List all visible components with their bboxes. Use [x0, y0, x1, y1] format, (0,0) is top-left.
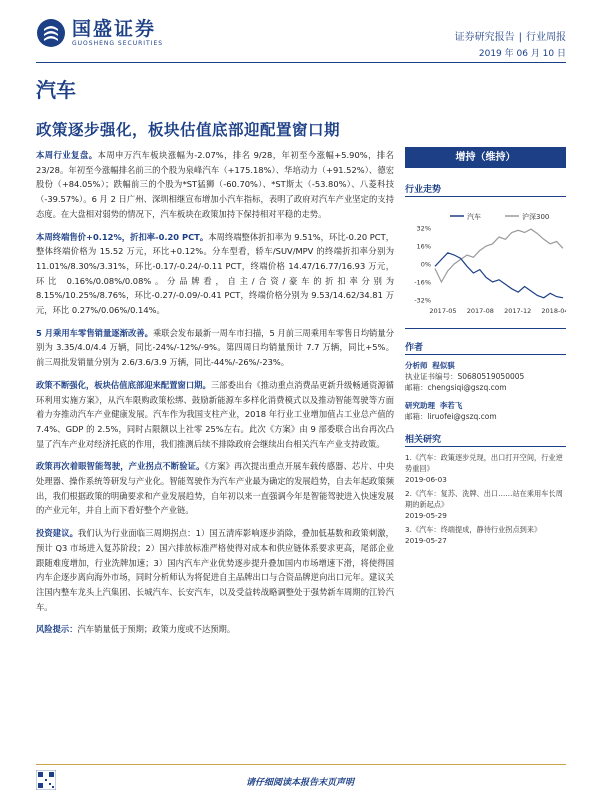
paragraph-weekly-review: [36, 148, 394, 222]
industry-name: 汽车: [36, 78, 76, 102]
series-line: [435, 253, 563, 298]
y-tick-label: -32%: [414, 296, 431, 305]
report-title: 政策逐步强化，板块估值底部迎配置窗口期: [36, 121, 341, 139]
analyst-1-name-row: [405, 360, 566, 371]
trend-divider: [405, 196, 566, 197]
paragraph-text: 本周申万汽车板块涨幅为-2.07%，排名 9/28，年初至今涨幅+5.90%，排名 23/28。年初至今涨幅排名前三的个股为泉峰汽车（+175.18%）、华培动力（+91.52%）、德宏股份（+84.05%）；跌幅前三的个股为*ST猛狮（-60.70%）、*ST斯太（-53.80%）、八菱科技（-39.57%）。6 月 2 日广州、深圳相继宣布增加小汽车指标，表明了政府对汽车产业坚定的支持态度。在大盘相对弱势的情况下，汽车板块在政策加持下保持相对平稳的走势。: [36, 150, 394, 219]
report-date: 2019 年 06 月 10 日: [478, 49, 566, 59]
paragraph-terminal-price: [36, 230, 394, 318]
separator: |: [518, 32, 522, 43]
research-divider: [405, 446, 566, 447]
brand-name-cn: 国盛证券: [72, 18, 157, 40]
trend-chart: [405, 210, 566, 316]
research-title: 相关研究: [405, 435, 442, 445]
paragraph-retail-sales: [36, 326, 394, 370]
research-item-text: 1.《汽车：政策逐步兑现，出口打开空间，行业逆势重回》: [405, 453, 563, 473]
paragraph-heading: 投资建议。: [36, 528, 78, 539]
analyst-1-cert: 执业证书编号：S0680519050005: [405, 372, 525, 381]
y-tick-label: 32%: [416, 224, 431, 233]
paragraph-heading: 本周行业复盘。: [36, 150, 98, 160]
trend-title: 行业走势: [405, 185, 442, 195]
paragraph-heading: 本周终端售价+0.12%，折扣率-0.20 PCT。: [36, 231, 209, 242]
brand-name-en: GUOSHENG SECURITIES: [72, 40, 164, 47]
brand-logo: [36, 18, 163, 48]
author-divider: [405, 354, 566, 355]
paragraph-risk: [36, 622, 394, 637]
paragraph-heading: 5 月乘用车零售销量逐渐改善。: [36, 327, 153, 338]
footer-divider: [36, 764, 566, 765]
footer-disclaimer: 请仔细阅读本报告末页声明: [245, 778, 354, 788]
rating-badge: 增持（维持）: [405, 147, 566, 168]
research-item-date: 2019-05-29: [405, 511, 447, 520]
report-body: [36, 148, 394, 645]
paragraph-policy: [36, 378, 394, 452]
guosheng-logo-icon: [36, 18, 66, 48]
paragraph-heading: 政策不断强化，板块估值底部迎来配置窗口期。: [36, 379, 211, 390]
legend-label: 沪深300: [522, 213, 550, 221]
analyst-1: [405, 360, 566, 393]
analyst-2-name: 李若飞: [439, 401, 463, 410]
paragraph-text: 《方案》再次提出重点开展车载传感器、芯片、中央处理器、操作系统等研发与产业化。智能驾驶作为汽车产业最为确定的发展趋势，自去年起政策频出，我们根据政策的明确要求和产业发展趋势，自年初以来一直强调今年是智能驾驶进入快速发展的产业元年，并自上而下看好整个产业链。: [36, 461, 394, 516]
x-tick-label: 2017-12: [504, 307, 532, 315]
research-item-date: 2019-05-27: [405, 536, 447, 545]
research-item-text: 2.《汽车：复苏、洗牌、出口……站在乘用车长周期的新起点》: [405, 489, 563, 509]
research-item[interactable]: [405, 452, 566, 485]
x-tick-label: 2017-08: [466, 307, 494, 315]
analyst-2: [405, 400, 566, 422]
research-item-date: 2019-06-03: [405, 475, 447, 484]
research-item[interactable]: [405, 488, 566, 521]
paragraph-text: 本周终端整体折扣率为 9.51%，环比-0.20 PCT，整体终端价格为 15.52 万元，环比+0.12%。分车型看，轿车/SUV/MPV 的终端折扣率分别为 11.01%/8.30%/3.31%，环比-0.17/-0.24/-0.11 PCT，终端价格 14.47/16.77/16.93 万元，环比 0.16%/0.08%/0.08%。分品牌看，自主/合资/豪车的折扣率分别为 8.15%/10.25%/8.76%，环比-0.27/-0.09/-0.41 PCT，终端价格分别为 9.53/14.62/34.81 万元，环比 0.27%/0.06%/0.14%。: [36, 231, 395, 316]
x-tick-label: 2017-05: [429, 307, 457, 315]
paragraph-text: 我们认为行业面临三周期拐点：1）国五清库影响逐步消除，叠加低基数和政策刺激，预计 Q3 市场进入复苏阶段；2）国六排放标准严格使得对成本和供应链体系要求更高，尾部企业跟随难度增加，行业洗牌加速；3）国内汽车产业优势逐步提升叠加国内市场增速下滑，将使得国内车企逐步离向海外市场，同时分析师认为将促进自主品牌出口与合资品牌逆向出口元年。建议关注国内整车龙头上汽集团、长城汽车、长安汽车，以及受益转战略调整处于强势新车周期的江铃汽车。: [36, 528, 394, 612]
analyst-2-label: 研究助理: [405, 401, 435, 410]
paragraph-investment-advice: [36, 526, 394, 614]
analyst-1-name: 程似骐: [432, 361, 455, 370]
report-type-label: 证券研究报告: [454, 32, 515, 43]
analyst-1-email: 邮箱：chengsiqi@gszq.com: [405, 383, 507, 392]
analyst-2-email: 邮箱：liruofei@gszq.com: [405, 412, 497, 421]
research-item[interactable]: [405, 524, 566, 546]
y-tick-label: 16%: [416, 242, 431, 251]
x-tick-label: 2018-04: [541, 307, 566, 315]
analyst-1-label: 分析师: [405, 361, 428, 370]
report-subtype-label: 行业周报: [526, 32, 566, 43]
y-tick-label: -16%: [414, 278, 431, 287]
paragraph-heading: 风险提示：: [36, 624, 78, 635]
report-type: [455, 28, 566, 43]
trend-bottom-divider: [405, 328, 566, 329]
trend-chart-svg: [405, 210, 566, 316]
research-item-text: 3.《汽车：终端提成，静待行业拐点到来》: [405, 525, 542, 534]
paragraph-text: 乘联会发布最新一周车市扫描，5 月前三周乘用车零售日均销量分别为 3.35/4.0/4.4 万辆，同比-24%/-12%/-9%。第四周日均销量预计 7.7 万辆，同比+5%。前三周批发销量分别为 2.6/3.6/3.9 万辆，同比-44%/-26%/-23%。: [36, 327, 394, 368]
paragraph-text: 汽车销量低于预期；政策力度或不达预期。: [77, 624, 236, 635]
paragraph-heading: 政策再次着眼智能驾驶，产业拐点不断验证。: [36, 461, 205, 472]
paragraph-text: 三部委出台《推动重点消费品更新升级畅通资源循环利用实施方案》，从汽车限购政策松绑、鼓励新能源车多样化消费模式以及推动智能驾驶等方面着力夯推动汽车产业健康发展。汽车作为我国支柱产业，2018 年行业工业增加值占工业总产值的 7.4%、GDP 的 2.5%，同时占限额以上社零 25%左右。此次《方案》由 9 部委联合出台再次凸显了汽车产业对经济托底的作用，我们推测后续不排除政府会继续出台相关汽车产业支持政策。: [36, 379, 394, 449]
legend-label: 汽车: [467, 213, 481, 221]
analyst-2-name-row: [405, 400, 566, 411]
paragraph-smart-driving: [36, 459, 394, 518]
header-divider: [36, 62, 566, 63]
author-title: 作者: [405, 343, 424, 353]
y-tick-label: 0%: [420, 260, 431, 269]
